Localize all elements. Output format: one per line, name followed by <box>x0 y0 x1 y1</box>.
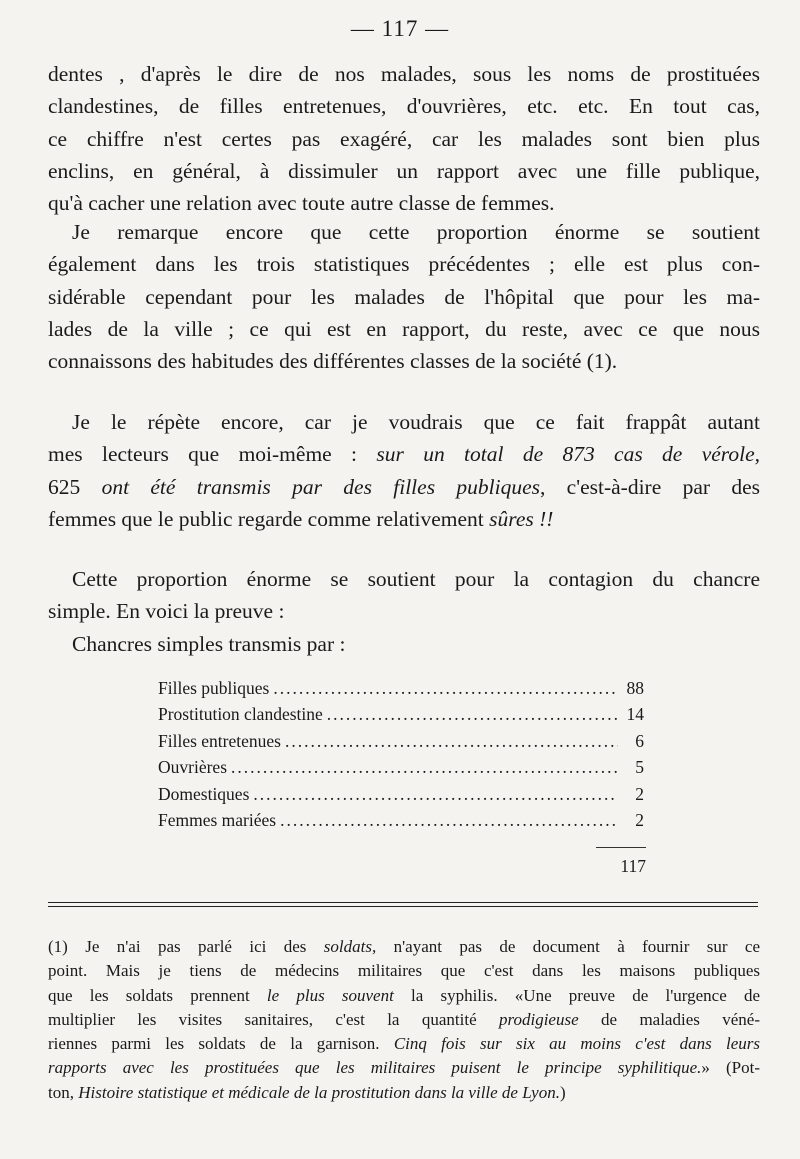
leader-dots <box>327 704 618 725</box>
footnote-separator <box>48 902 758 907</box>
text-run: » (Pot- <box>701 1058 760 1078</box>
emphasis-text: sûres !! <box>489 506 554 531</box>
text-line: également dans les trois statistiques précédentes ; elle est plus con- <box>48 252 760 277</box>
leader-dots <box>253 784 618 805</box>
paragraph-3 <box>48 406 760 535</box>
text-line: lades de la ville ; ce qui est en rapport, du reste, avec ce que nous <box>48 316 760 341</box>
text-run: , c'est-à-dire par des <box>539 474 760 499</box>
footnote-line <box>48 1008 760 1032</box>
row-label: Femmes mariées <box>158 809 277 830</box>
text-run: 625 <box>48 474 102 499</box>
text-line: Je remarque encore que cette proportion énorme se soutient <box>72 220 760 244</box>
emphasis-text: sur un total de 873 cas de vérole, <box>376 442 760 467</box>
emphasis-text: ont été transmis par des filles publiques <box>101 474 540 499</box>
text-run: mes lecteurs que moi-même : <box>48 442 377 467</box>
emphasis-text: Cinq fois sur six au moins c'est dans leurs <box>393 1034 760 1054</box>
row-label: Ouvrières <box>158 757 228 778</box>
text-run: que les soldats prennent <box>48 985 267 1005</box>
page-number: — 117 — <box>350 16 450 41</box>
footnote-line <box>48 935 760 959</box>
total-rule <box>596 847 646 848</box>
paragraph-4 <box>48 563 760 660</box>
leader-dots <box>280 810 618 831</box>
text-run: la syphilis. «Une preuve de l'urgence de <box>393 985 760 1005</box>
text-line <box>48 471 760 503</box>
text-run: ) <box>559 1082 566 1102</box>
leader-dots <box>273 678 618 699</box>
row-label: Prostitution clandestine <box>158 704 323 725</box>
text-run: femmes que le public regarde comme relativement <box>48 506 490 531</box>
text-line: simple. En voici la preuve : <box>48 599 285 624</box>
row-label: Domestiques <box>158 783 250 804</box>
emphasis-text: le plus souvent <box>266 985 394 1005</box>
text-run: ton, <box>48 1082 79 1102</box>
row-value: 6 <box>635 730 644 751</box>
table-row <box>158 757 644 783</box>
leader-dots <box>285 731 618 752</box>
paragraph-1 <box>48 58 760 219</box>
row-value: 88 <box>626 678 644 698</box>
leader-dots <box>231 757 618 778</box>
chancre-table <box>158 678 644 836</box>
table-row <box>158 810 644 836</box>
row-value: 14 <box>626 704 644 725</box>
text-line: clandestines, de filles entretenues, d'ouvrières, etc. etc. En tout cas, <box>48 94 760 119</box>
row-label: Filles entretenues <box>158 730 281 751</box>
text-line: ce chiffre n'est certes pas exagéré, car les malades sont bien plus <box>48 126 760 151</box>
row-value: 2 <box>635 809 644 830</box>
text-line: Je le répète encore, car je voudrais que ce fait frappât autant <box>72 410 760 434</box>
text-line <box>48 503 760 535</box>
text-run: de maladies véné- <box>578 1009 760 1029</box>
table-row <box>158 678 644 704</box>
footnote-line <box>48 1032 760 1056</box>
text-line: sidérable cependant pour les malades de l'hôpital que pour les ma- <box>48 284 760 309</box>
text-line: enclins, en général, à dissimuler un rapport avec une fille publique, <box>48 158 760 183</box>
text-line: qu'à cacher une relation avec toute autre classe de femmes. <box>48 191 555 216</box>
table-row <box>158 704 644 730</box>
row-label: Filles publiques <box>158 678 270 698</box>
table-total: 117 <box>620 856 646 876</box>
row-value: 2 <box>635 783 644 804</box>
emphasis-text: rapports avec les prostituées que les militaires puisent le principe syphilitique. <box>48 1058 702 1078</box>
emphasis-text: prodigieuse <box>499 1009 579 1029</box>
footnote-line <box>48 984 760 1008</box>
row-value: 5 <box>635 757 644 778</box>
table-row <box>158 731 644 757</box>
footnote-line <box>48 1056 760 1080</box>
text-run: multiplier les visites sanitaires, c'est la quantité <box>48 1009 499 1029</box>
text-line: connaissons des habitudes des différentes classes de la société (1). <box>48 349 618 374</box>
text-run: (1) Je n'ai pas parlé ici des <box>48 937 324 956</box>
footnote <box>48 935 760 1105</box>
paragraph-2 <box>48 216 760 377</box>
text-line <box>48 438 760 470</box>
text-line: dentes , d'après le dire de nos malades, sous les noms de prostituées <box>48 62 760 86</box>
text-run: n'ayant pas de document à fournir sur ce <box>376 937 760 956</box>
text-line: Cette proportion énorme se soutient pour la contagion du chancre <box>72 567 760 591</box>
emphasis-text: Histoire statistique et médicale de la prostitution dans la ville de Lyon. <box>78 1082 560 1102</box>
text-line: Chancres simples transmis par : <box>72 631 346 656</box>
text-run: riennes parmi les soldats de la garnison. <box>48 1034 394 1054</box>
footnote-line: point. Mais je tiens de médecins militaires que c'est dans les maisons publiques <box>48 961 760 981</box>
footnote-line <box>48 1081 760 1105</box>
emphasis-text: soldats, <box>323 937 377 956</box>
table-row <box>158 784 644 810</box>
